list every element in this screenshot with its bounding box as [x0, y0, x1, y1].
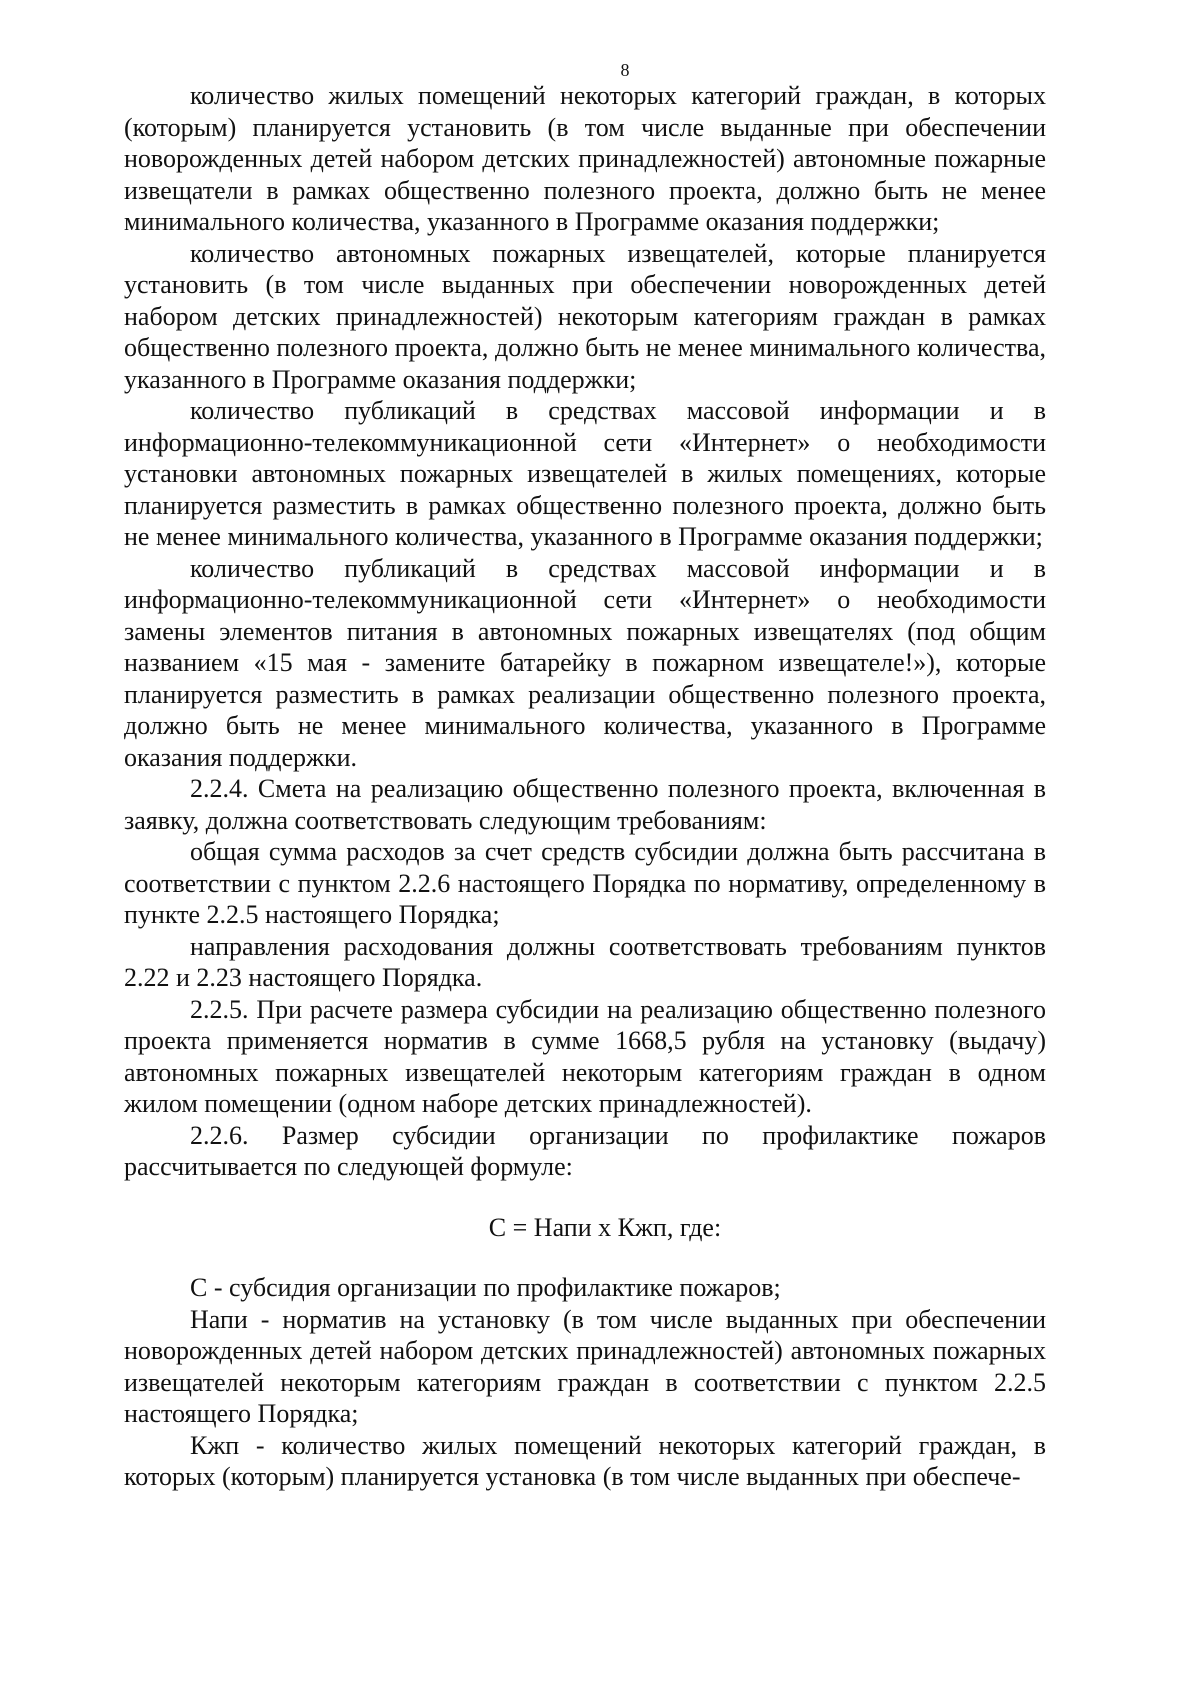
paragraph-detector-count: количество автономных пожарных извещателей, которые планируется установить (в том числе выданных при обеспечении новорожденных детей набором детских принадлежностей) некоторым категориям граждан в рамках общественно полезного проекта, должно быть не менее минимального количества, указанного в Программе оказания поддержки;: [124, 238, 1046, 394]
paragraph-spending-directions: направления расходования должны соответствовать требованиям пунктов 2.22 и 2.23 настоящего Порядка.: [124, 931, 1046, 992]
subsidy-formula: С = Напи х Кжп, где:: [488, 1212, 722, 1242]
paragraph-housing-count: количество жилых помещений некоторых категорий граждан, в которых (которым) планируется установить (в том числе выданные при обеспечении новорожденных детей набором детских принадлежностей) автономные пожарные извещатели в рамках общественно полезного проекта, должно быть не менее минимального количества, указанного в Программе оказания поддержки;: [124, 81, 1046, 236]
definition-napi: Напи - норматив на установку (в том числе выданных при обеспечении новорожденных детей набором детских принадлежностей) автономных пожарных извещателей некоторым категориям граждан в соответствии с пунктом 2.2.5 настоящего Порядка;: [124, 1304, 1046, 1428]
paragraph-publications-battery: количество публикаций в средствах массовой информации и в информационно-телекоммуникационной сети «Интернет» о необходимости замены элементов питания в автономных пожарных извещателях (под общим названием «15 мая - замените батарейку в пожарном извещателе!»), которые планируется разместить в рамках реализации общественно полезного проекта, должно быть не менее минимального количества, указанного в Программе оказания поддержки.: [124, 553, 1046, 772]
paragraph-2-2-4: 2.2.4. Смета на реализацию общественно полезного проекта, включенная в заявку, должна соответствовать следующим требованиям:: [124, 774, 1046, 835]
paragraph-publications-install: количество публикаций в средствах массовой информации и в информационно-телекоммуникационной сети «Интернет» о необходимости установки автономных пожарных извещателей в жилых помещениях, которые планируется разместить в рамках общественно полезного проекта, должно быть не менее минимального количества, указанного в Программе оказания поддержки;: [124, 396, 1046, 551]
paragraph-2-2-6: 2.2.6. Размер субсидии организации по профилактике пожаров рассчитывается по следующей формуле:: [124, 1120, 1046, 1181]
definition-kzhp: Кжп - количество жилых помещений некоторых категорий граждан, в которых (которым) планируется установка (в том числе выданных при обеспече-: [124, 1430, 1046, 1491]
page-number: 8: [620, 60, 630, 80]
paragraph-2-2-5: 2.2.5. При расчете размера субсидии на реализацию общественно полезного проекта применяется норматив в сумме 1668,5 рубля на установку (выдачу) автономных пожарных извещателей некоторым категориям граждан в одном жилом помещении (одном наборе детских принадлежностей).: [124, 994, 1046, 1118]
document-body: [124, 80, 1046, 1493]
paragraph-total-sum: общая сумма расходов за счет средств субсидии должна быть рассчитана в соответствии с пунктом 2.2.6 настоящего Порядка по нормативу, определенному в пункте 2.2.5 настоящего Порядка;: [124, 837, 1046, 929]
definition-c: С - субсидия организации по профилактике пожаров;: [190, 1273, 781, 1302]
